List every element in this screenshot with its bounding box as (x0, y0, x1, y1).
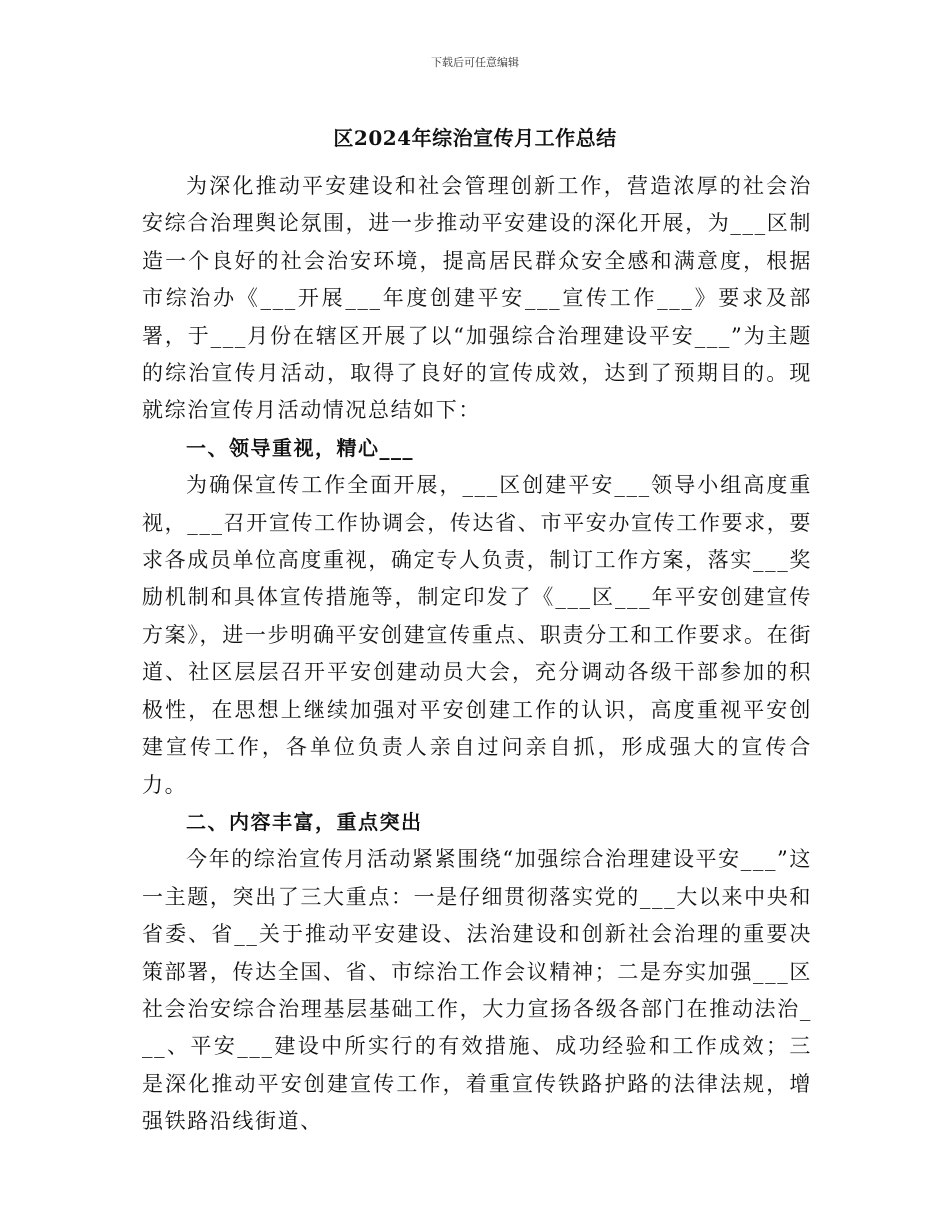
section-heading-content: 二、内容丰富，重点突出 (186, 809, 423, 834)
document-body (142, 168, 812, 1141)
section-heading-leadership: 一、领导重视，精心___ (186, 435, 414, 460)
leadership-paragraph: 为确保宣传工作全面开展，___区创建平安___领导小组高度重视，___召开宣传工作协调会，传达省、市平安办宣传工作要求，要求各成员单位高度重视，确定专人负责，制订工作方案，落实___奖励机制和具体宣传措施等，制定印发了《___区___年平安创建宣传方案》，进一步明确平安创建宣传重点、职责分工和工作要求。在街道、社区层层召开平安创建动员大会，充分调动各级干部参加的积极性，在思想上继续加强对平安创建工作的认识，高度重视平安创建宣传工作，各单位负责人亲自过问亲自抓，形成强大的宣传合力。 (142, 473, 812, 797)
page-header-note: 下载后可任意编辑 (431, 56, 519, 69)
document-title: 区2024年综治宣传月工作总结 (333, 126, 617, 150)
content-paragraph: 今年的综治宣传月活动紧紧围绕“加强综合治理建设平安___”这一主题，突出了三大重点：一是仔细贯彻落实党的___大以来中央和省委、省__关于推动平安建设、法治建设和创新社会治理的重要决策部署，传达全国、省、市综治工作会议精神；二是夯实加强___区社会治安综合治理基层基础工作，大力宣扬各级各部门在推动法治___、平安___建设中所实行的有效措施、成功经验和工作成效；三是深化推动平安创建宣传工作，着重宣传铁路护路的法律法规，增强铁路沿线街道、 (142, 847, 812, 1134)
intro-paragraph: 为深化推动平安建设和社会管理创新工作，营造浓厚的社会治安综合治理舆论氛围，进一步推动平安建设的深化开展，为___区制造一个良好的社会治安环境，提高居民群众安全感和满意度，根据市综治办《___开展___年度创建平安___宣传工作___》要求及部署，于___月份在辖区开展了以“加强综合治理建设平安___”为主题的综治宣传月活动，取得了良好的宣传成效，达到了预期目的。现就综治宣传月活动情况总结如下： (142, 174, 812, 423)
